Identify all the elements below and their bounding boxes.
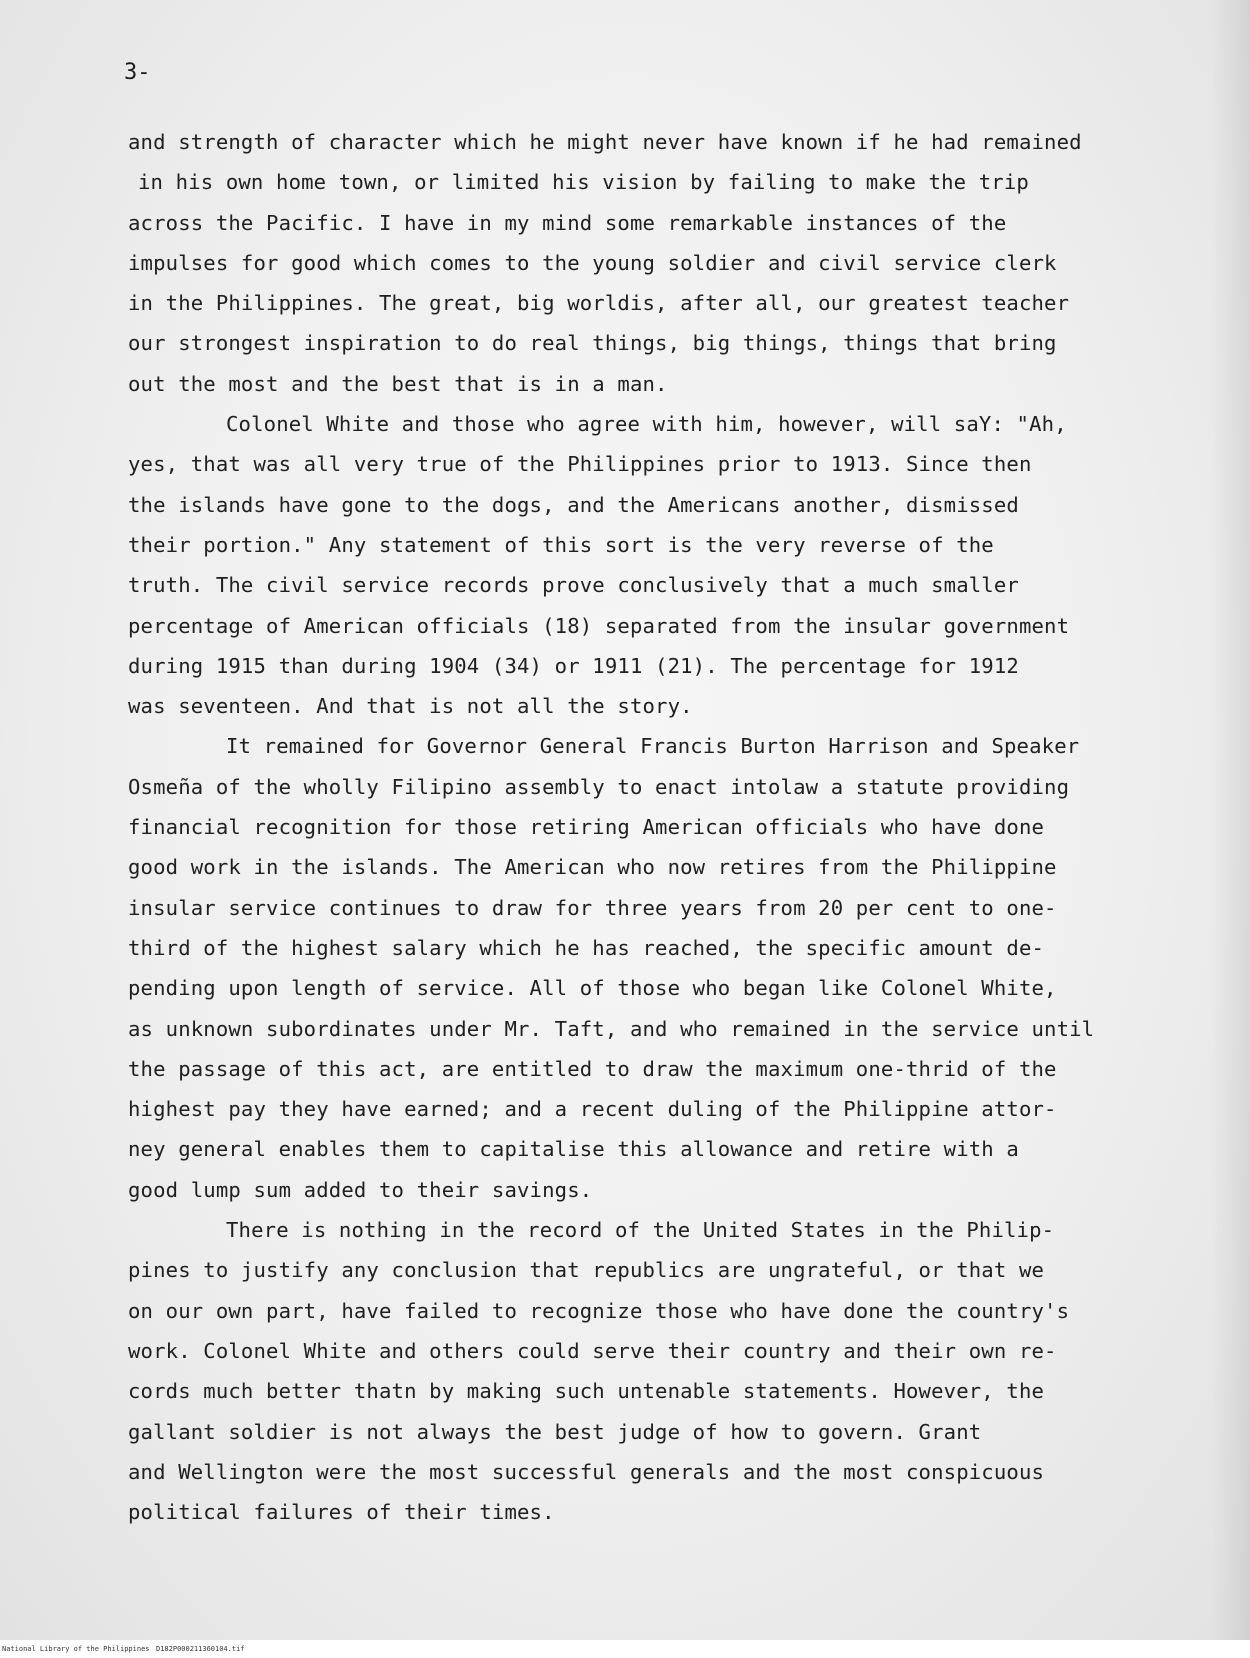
paragraph-first-line: It remained for Governor General Francis Burton Harrison and Speaker — [226, 734, 1080, 759]
text-line: financial recognition for those retiring American officials who have done — [128, 815, 1045, 840]
text-line: across the Pacific. I have in my mind some remarkable instances of the — [128, 210, 1007, 235]
text-line: good work in the islands. The American who now retires from the Philippine — [128, 855, 1057, 880]
scan-filename: D182P000211360104.tif — [156, 1645, 245, 1653]
document-body — [128, 122, 1208, 1532]
scan-footer — [0, 1640, 1250, 1658]
text-line: percentage of American officials (18) separated from the insular government — [128, 613, 1070, 638]
library-credit: National Library of the Philippines — [2, 1645, 150, 1653]
text-line: truth. The civil service records prove conclusively that a much smaller — [128, 573, 1019, 598]
text-line: insular service continues to draw for three years from 20 per cent to one- — [128, 895, 1057, 920]
text-line: impulses for good which comes to the young soldier and civil service clerk — [128, 250, 1057, 275]
text-line: third of the highest salary which he has reached, the specific amount de- — [128, 935, 1045, 960]
text-line: ney general enables them to capitalise this allowance and retire with a — [128, 1137, 1019, 1162]
paragraph-first-line: Colonel White and those who agree with him, however, will saY: "Ah, — [226, 412, 1067, 437]
page-edge-shadow — [1210, 0, 1250, 1640]
text-line: our strongest inspiration to do real things, big things, things that bring — [128, 331, 1057, 356]
text-line: their portion." Any statement of this sort is the very reverse of the — [128, 532, 994, 557]
text-line: highest pay they have earned; and a recent duling of the Philippine attor- — [128, 1097, 1057, 1122]
text-line: good lump sum added to their savings. — [128, 1177, 593, 1202]
text-line: in his own home town, or limited his vision by failing to make the trip — [138, 170, 1029, 195]
text-line: cords much better thatn by making such untenable statements. However, the — [128, 1379, 1045, 1404]
text-line: the passage of this act, are entitled to draw the maximum one-thrid of the — [128, 1056, 1057, 1081]
text-line: Osmeña of the wholly Filipino assembly to enact intolaw a statute providing — [128, 774, 1070, 799]
text-line: and Wellington were the most successful generals and the most conspicuous — [128, 1459, 1045, 1484]
text-line: in the Philippines. The great, big worldis, after all, our greatest teacher — [128, 291, 1070, 316]
text-line: yes, that was all very true of the Philippines prior to 1913. Since then — [128, 452, 1032, 477]
text-line: pending upon length of service. All of those who began like Colonel White, — [128, 976, 1057, 1001]
text-line: on our own part, have failed to recognize those who have done the country's — [128, 1298, 1070, 1323]
text-line: work. Colonel White and others could serve their country and their own re- — [128, 1338, 1057, 1363]
text-line: the islands have gone to the dogs, and the Americans another, dismissed — [128, 492, 1019, 517]
paragraph-first-line: There is nothing in the record of the United States in the Philip- — [226, 1218, 1055, 1243]
text-line: pines to justify any conclusion that republics are ungrateful, or that we — [128, 1258, 1045, 1283]
text-line: political failures of their times. — [128, 1500, 555, 1525]
text-line: as unknown subordinates under Mr. Taft, and who remained in the service until — [128, 1016, 1095, 1041]
text-line: was seventeen. And that is not all the story. — [128, 694, 693, 719]
text-line: out the most and the best that is in a man. — [128, 371, 668, 396]
page-number: 3- — [124, 60, 151, 85]
text-line: during 1915 than during 1904 (34) or 1911 (21). The percentage for 1912 — [128, 653, 1019, 678]
text-line: gallant soldier is not always the best judge of how to govern. Grant — [128, 1419, 982, 1444]
text-line: and strength of character which he might never have known if he had remained — [128, 130, 1082, 154]
